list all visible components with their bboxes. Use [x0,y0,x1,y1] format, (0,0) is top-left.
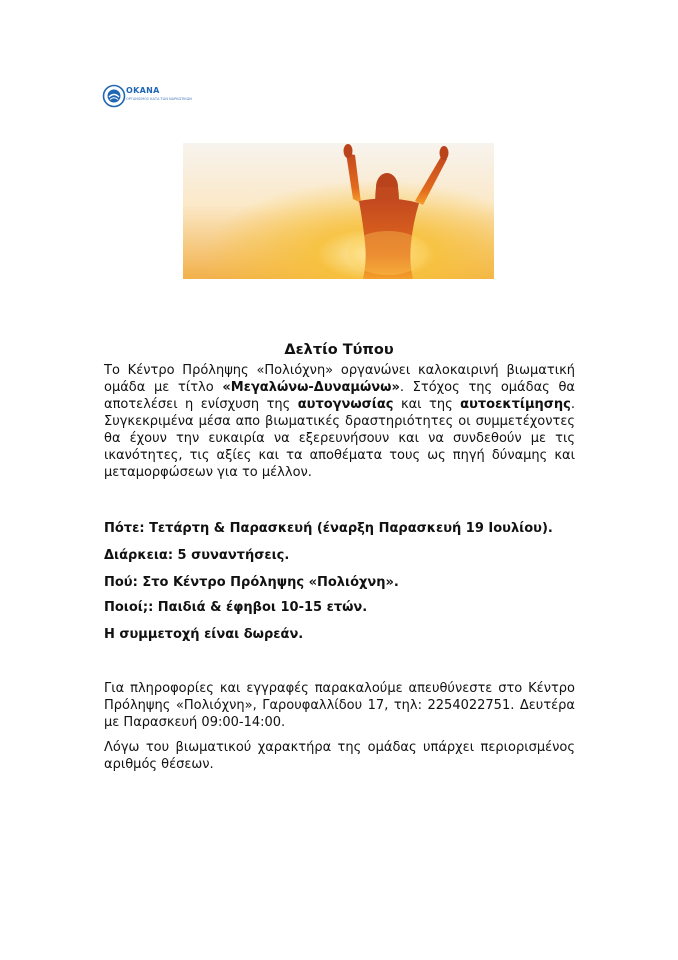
detail-duration: Διάρκεια: 5 συναντήσεις. [104,548,290,563]
note-paragraph: Λόγω του βιωματικού χαρακτήρα της ομάδας υπάρχει περιορισμένος αριθμός θέσεων. [104,740,575,772]
detail-where: Πού: Στο Κέντρο Πρόληψης «Πολιόχνη». [104,575,399,590]
highlight-self-esteem: αυτοεκτίμησης [460,397,571,412]
detail-free: Η συμμετοχή είναι δωρεάν. [104,627,304,642]
hero-image [183,143,494,279]
contact-paragraph: Για πληροφορίες και εγγραφές παρακαλούμε απευθύνεστε στο Κέντρο Πρόληψης «Πολιόχνη», Γαρουφαλλίδου 17, τηλ: 2254022751. Δευτέρα με Παρασκευή 09:00-14:00. [104,681,575,730]
page-title: Δελτίο Τύπου [284,342,394,358]
logo-name: OKANA [126,86,160,95]
okana-logo-icon [102,84,126,108]
intro-text: . Συγκεκριμένα μέσα απο βιωματικές δραστηριότητες οι συμμετέχοντες θα έχουν την ευκαιρία να εξερευνήσουν και να συνδεθούν με τις ικανότητες, τις αξίες και τα αποθέματα τους ως πηγή δύναμης και μεταμορφώσεων για το μέλλον. [104,397,575,480]
okana-logo [102,84,192,108]
highlight-self-awareness: αυτογνωσίας [297,397,394,412]
intro-text: και της [393,397,461,412]
detail-when: Πότε: Τετάρτη & Παρασκευή (έναρξη Παρασκευή 19 Ιουλίου). [104,521,553,536]
logo-subtitle: ΟΡΓΑΝΙΣΜΟΣ ΚΑΤΑ ΤΩΝ ΝΑΡΚΩΤΙΚΩΝ [126,97,192,101]
group-name: «Μεγαλώνω-Δυναμώνω» [222,380,400,395]
intro-text: . Στόχος της ομάδας θα αποτελέσει η ενίσχυση της [104,380,575,412]
woman-raised-arms-sunset-photo [183,143,494,279]
intro-paragraph [104,362,575,481]
intro-text: Το Κέντρο Πρόληψης «Πολιόχνη» οργανώνει καλοκαιρινή βιωματική ομάδα με τίτλο [104,363,575,395]
detail-who: Ποιοί;: Παιδιά & έφηβοι 10-15 ετών. [104,600,368,615]
